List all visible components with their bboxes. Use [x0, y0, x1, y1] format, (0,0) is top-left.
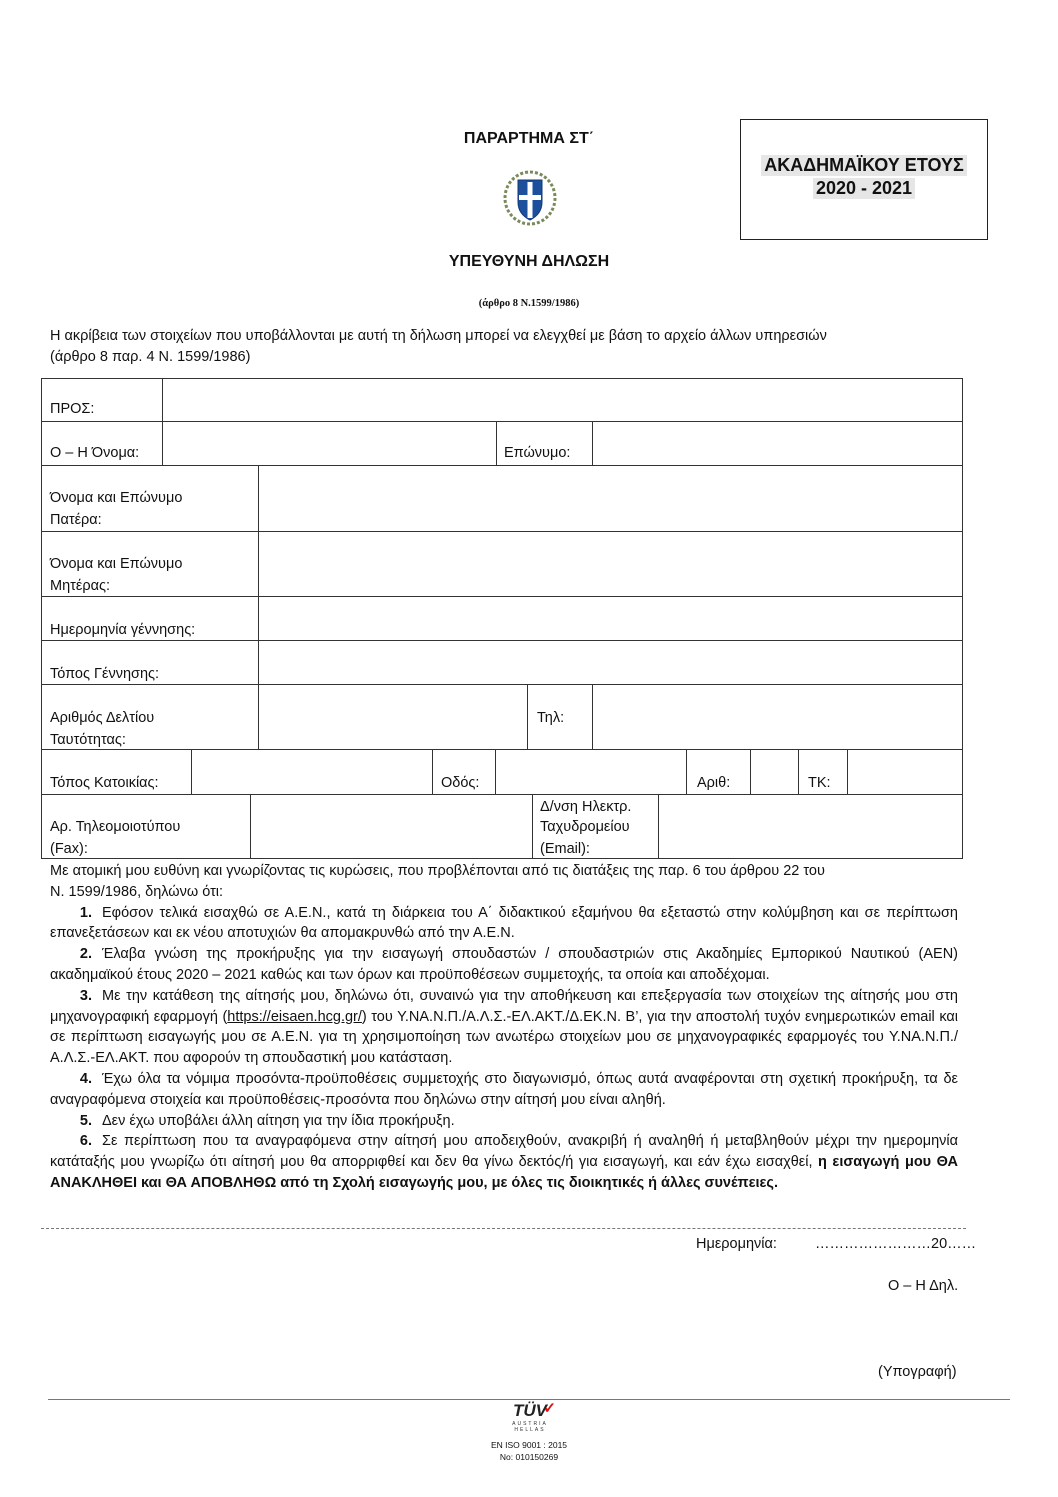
date-value[interactable]: ……………………20…… — [815, 1236, 977, 1252]
birth-place-field[interactable] — [259, 641, 962, 684]
law-reference: (άρθρο 8 Ν.1599/1986) — [478, 298, 580, 309]
intro-text-line2: (άρθρο 8 παρ. 4 Ν. 1599/1986) — [50, 349, 251, 365]
email-label-3: (Email): — [540, 841, 590, 857]
col-divider — [496, 421, 497, 465]
fax-label-2: (Fax): — [50, 841, 88, 857]
declarant-label: Ο – Η Δηλ. — [888, 1278, 959, 1294]
academic-year-value: 2020 - 2021 — [813, 178, 915, 199]
document-title: ΥΠΕΥΘΥΝΗ ΔΗΛΩΣΗ — [448, 253, 610, 270]
postcode-field[interactable] — [848, 750, 962, 794]
phone-label: Τηλ: — [537, 710, 565, 726]
declaration-warning: η εισαγωγή μου ΘΑ ΑΝΑΚΛΗΘΕΙ και ΘΑ ΑΠΟΒΛΗΘΩ από τη Σχολή εισαγωγής μου, με όλες τις διοικητικές ή άλλες συνέπειες. — [50, 1154, 959, 1191]
item-number: 6. — [79, 1133, 92, 1150]
recipient-label: ΠΡΟΣ: — [50, 401, 95, 417]
birth-date-field[interactable] — [259, 597, 962, 640]
father-name-label-2: Πατέρα: — [50, 512, 102, 528]
item-number: 4. — [79, 1070, 92, 1087]
item-number: 2. — [79, 946, 92, 963]
first-name-label: Ο – Η Όνομα: — [50, 445, 140, 461]
email-label-1: Δ/νση Ηλεκτρ. — [540, 799, 632, 815]
annex-title: ΠΑΡΑΡΤΗΜΑ ΣΤ΄ — [463, 130, 595, 147]
id-number-field[interactable] — [259, 685, 527, 749]
item-number: 1. — [79, 904, 92, 921]
surname-field[interactable] — [593, 422, 962, 465]
academic-year-label: ΑΚΑΔΗΜΑΪΚΟΥ ΕΤΟΥΣ — [761, 155, 967, 176]
father-name-field[interactable] — [259, 466, 962, 531]
id-number-label-1: Αριθμός Δελτίου — [50, 710, 155, 726]
checkmark-icon: ✓ — [543, 1400, 556, 1417]
declaration-item-3: 3. Με την κατάθεση της αίτησής μου, δηλώνω ότι, συναινώ για την αποθήκευση και επεξεργασία των στοιχείων της αίτησής μου στη μηχανογραφική εφαρμογή (https://eisaen.hcg.gr/) του Υ.ΝΑ.Ν.Π./Α.Λ.Σ.-ΕΛ.ΑΚΤ./Δ.ΕΚ.Ν. Β’, για την αποστολή τυχόν ενημερωτικών email και σε περίπτωση εισαγωγής μου σε Α.Ε.Ν. για τη χρησιμοποίηση των ανωτέρω στοιχείων μου σε μηχανογραφικές εφαρμογές του Υ.ΝΑ.Ν.Π./Α.Λ.Σ.-ΕΛ.ΑΚΤ. που αφορούν τη σπουδαστική μου κατάσταση. — [50, 987, 958, 1067]
mother-name-label-2: Μητέρας: — [50, 578, 110, 594]
signature-label: (Υπογραφή) — [878, 1364, 957, 1380]
certificate-number: No: 010150269 — [499, 1452, 559, 1462]
item-number: 3. — [79, 987, 92, 1004]
academic-year-box — [740, 119, 988, 240]
street-number-label: Αριθ: — [697, 775, 731, 791]
iso-standard: EN ISO 9001 : 2015 — [490, 1440, 568, 1450]
email-label-2: Ταχυδρομείου — [540, 819, 630, 835]
birth-place-label: Τόπος Γέννησης: — [50, 666, 160, 682]
col-divider — [798, 749, 799, 794]
declaration-text — [50, 861, 958, 1194]
fax-label-1: Αρ. Τηλεομοιοτύπου — [50, 819, 181, 835]
col-divider — [532, 794, 533, 859]
item-number: 5. — [79, 1112, 92, 1129]
date-label: Ημερομηνία: — [696, 1236, 777, 1252]
tuv-logo-text: TÜV — [513, 1401, 547, 1420]
residence-label: Τόπος Κατοικίας: — [50, 775, 159, 791]
surname-label: Επώνυμο: — [504, 445, 571, 461]
col-divider — [527, 684, 528, 749]
declaration-item-5: 5. Δεν έχω υποβάλει άλλη αίτηση για την ίδια προκήρυξη. — [50, 1111, 958, 1132]
first-name-field[interactable] — [163, 422, 496, 465]
id-number-label-2: Ταυτότητας: — [50, 732, 126, 748]
eisaen-link[interactable]: https://eisaen.hcg.gr/ — [227, 1008, 362, 1025]
street-field[interactable] — [496, 750, 686, 794]
tuv-logo-sub1: AUSTRIA — [512, 1421, 548, 1427]
declaration-item-2: 2. Έλαβα γνώση της προκήρυξης για την εισαγωγή σπουδαστών / σπουδαστριών στις Ακαδημίες Εμπορικού Ναυτικού (ΑΕΝ) ακαδημαϊκού έτους 2020 – 2021 καθώς και των όρων και προϋποθέσεων συμμετοχής, τα οποία και αποδέχομαι. — [50, 946, 958, 983]
residence-field[interactable] — [192, 750, 432, 794]
declaration-item-6: 6. Σε περίπτωση που τα αναγραφόμενα στην αίτησή μου αποδειχθούν, ανακριβή ή αναληθή ή μεταβληθούν μέχρι την ημερομηνία κατάταξής μου γνωρίζω ότι αίτησή μου θα απορριφθεί και δεν θα γίνω δεκτός/ή για εισαγωγή, και εάν έχω εισαχθεί, η εισαγωγή μου ΘΑ ΑΝΑΚΛΗΘΕΙ και ΘΑ ΑΠΟΒΛΗΘΩ από τη Σχολή εισαγωγής μου, με όλες τις διοικητικές ή άλλες συνέπειες. — [50, 1133, 959, 1191]
col-divider — [432, 749, 433, 794]
birth-date-label: Ημερομηνία γέννησης: — [50, 622, 196, 638]
declaration-intro-1: Με ατομική μου ευθύνη και γνωρίζοντας τις κυρώσεις, που προβλέπονται από τις διατάξεις της παρ. 6 του άρθρου 22 του — [50, 863, 825, 879]
fax-field[interactable] — [251, 795, 532, 859]
recipient-field[interactable] — [163, 379, 962, 421]
declaration-item-4: 4. Έχω όλα τα νόμιμα προσόντα-προϋποθέσεις συμμετοχής στο διαγωνισμό, όπως αυτά αναφέρονται στη σχετική προκήρυξη, τα δε αναγραφόμενα στοιχεία και προϋποθέσεις-προσόντα που δηλώνω στην αίτησή μου είναι αληθή. — [50, 1070, 958, 1108]
col-divider — [686, 749, 687, 794]
declaration-item-1: 1. Εφόσον τελικά εισαχθώ σε Α.Ε.Ν., κατά τη διάρκεια του Α΄ διδακτικού εξαμήνου θα εξεταστώ στην κολύμβηση και σε περίπτωση επανεξετάσεων και εκ νέου αποτυχιών θα απομακρυνθώ από την Α.Ε.Ν. — [50, 904, 958, 942]
street-label: Οδός: — [441, 775, 480, 791]
mother-name-label-1: Όνομα και Επώνυμο — [50, 556, 183, 572]
greek-coat-of-arms-icon — [503, 170, 557, 226]
postcode-label: ΤΚ: — [808, 775, 831, 791]
street-number-field[interactable] — [751, 750, 798, 794]
tuv-logo-sub2: HELLAS — [514, 1427, 546, 1433]
page-footer-line — [48, 1399, 1010, 1400]
email-field[interactable] — [659, 795, 962, 859]
tuv-logo — [500, 1401, 560, 1433]
declaration-intro-2: Ν. 1599/1986, δηλώνω ότι: — [50, 883, 224, 900]
separator-line — [41, 1228, 966, 1229]
father-name-label-1: Όνομα και Επώνυμο — [50, 490, 183, 506]
intro-text-line1: Η ακρίβεια των στοιχείων που υποβάλλονται με αυτή τη δήλωση μπορεί να ελεγχθεί με βάση το αρχείο άλλων υπηρεσιών — [50, 328, 827, 344]
mother-name-field[interactable] — [259, 532, 962, 596]
phone-field[interactable] — [593, 685, 962, 749]
